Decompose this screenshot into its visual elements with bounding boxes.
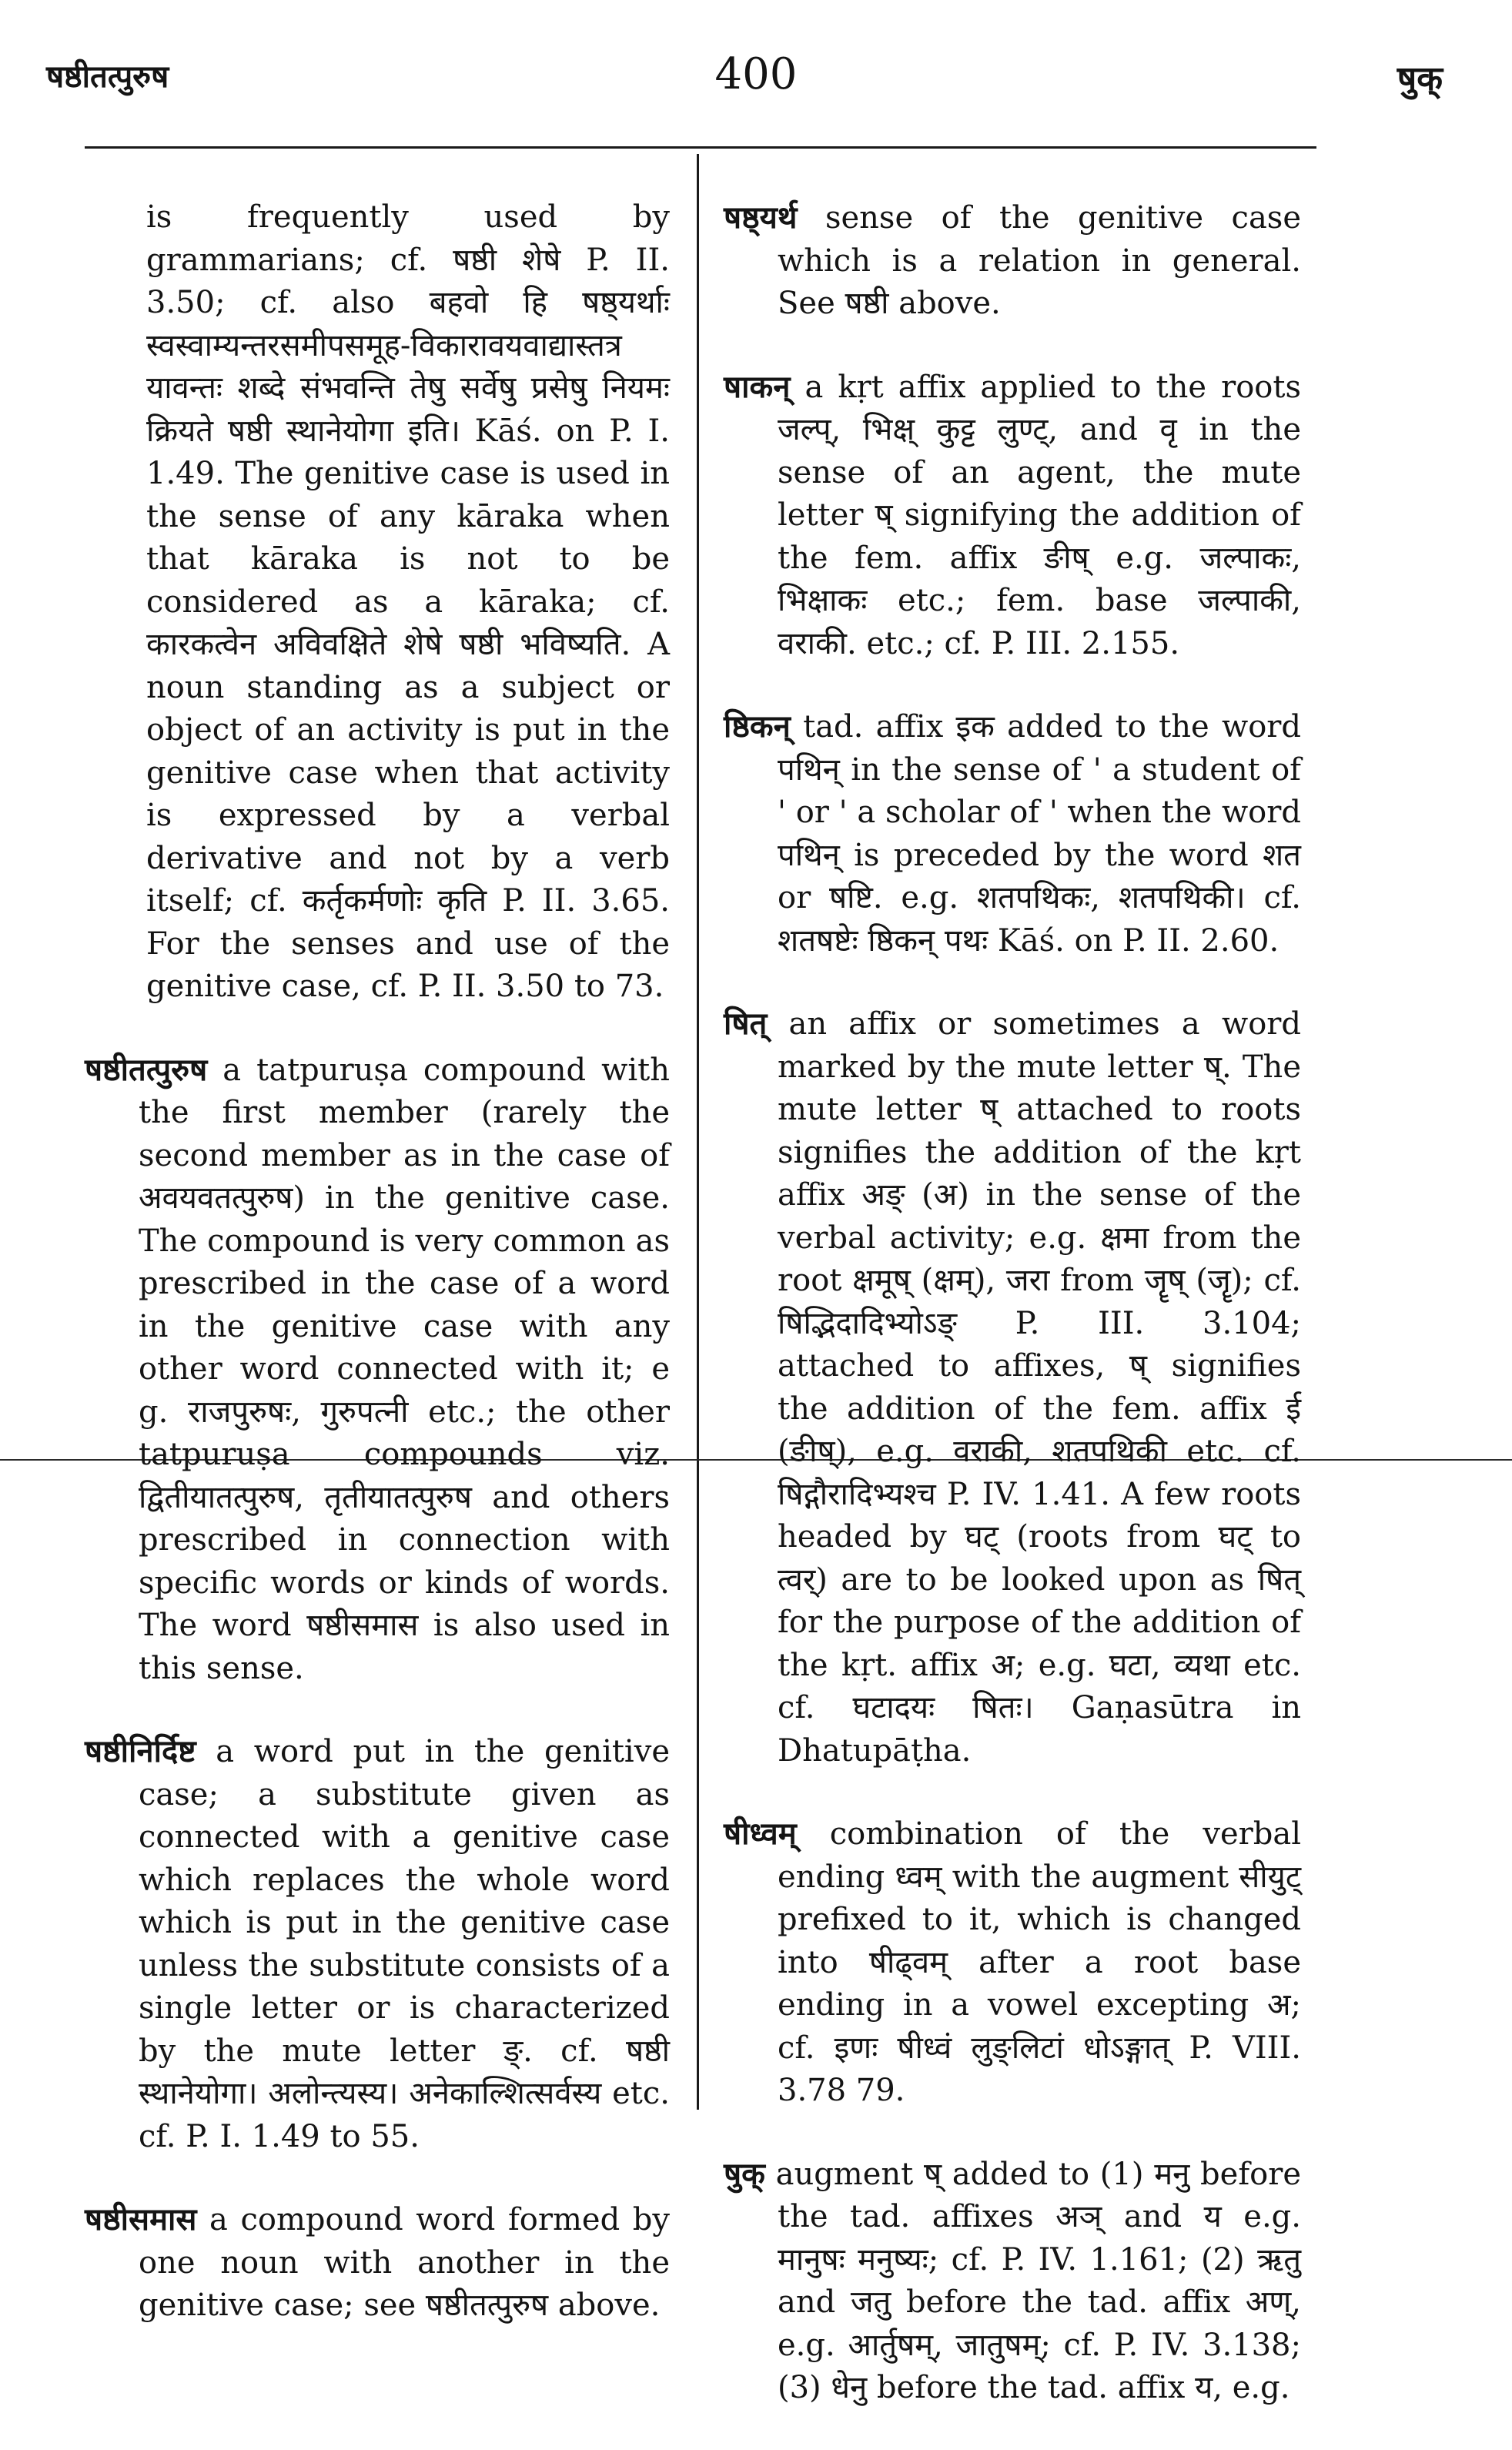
left-column [85, 166, 670, 2368]
dictionary-entry [724, 366, 1301, 666]
dictionary-entry [85, 1730, 670, 2158]
entry-text: an affix or sometimes a word marked by the mute letter ष्. The mute letter ष् attached to roots signifies the addition of the kṛt affix अङ् (अ) in the sense of the verbal activity; e.g. क्षमा from the root क्षमूष् (क्षम्), जरा from जॄष् (जॄ); cf. षिद्भिदादिभ्योऽङ् P. III. 3.104; attached to affixes, ष् signifies the addition of the fem. affix ई (ङीष्), e.g. वराकी, शतपथिकी etc. cf. षिद्गौरादिभ्यश्च P. IV. 1.41. A few roots headed by घट् (roots from घट् to त्वर्) are to be looked upon as षित् for the purpose of the addition of the kṛt. affix अ; e.g. घटा, व्यथा etc. cf. घटादयः षितः। Gaṇasūtra in Dhatupāṭha. [778, 1006, 1301, 1769]
dictionary-entry [724, 1812, 1301, 2113]
header-rule [85, 146, 1316, 149]
column-divider [697, 154, 699, 2110]
entry-headword: षष्ठ्यर्थ [724, 199, 798, 236]
entry-text: combination of the verbal ending ध्वम् with the augment सीयुट् prefixed to it, which is changed into षीढ्वम् after a root base ending in a vowel excepting अ; cf. इणः षीध्वं लुङ्लिटां धोऽङ्गात् P. VIII. 3.78 79. [778, 1816, 1302, 2108]
right-column [724, 166, 1301, 2450]
entry-text: tad. affix इक added to the word पथिन् in the sense of ' a student of ' or ' a scholar of ' when the word पथिन् is preceded by the word शत or षष्टि. e.g. शतपथिकः, शतपथिकी। cf. शतषष्टेः ष्ठिकन् पथः Kāś. on P. II. 2.60. [778, 709, 1302, 959]
entry-text: is frequently used by grammarians; cf. षष्ठी शेषे P. II. 3.50; cf. also बहवो हि षष्ठ्यर्थाः स्वस्वाम्यन्तरसमीपसमूह-विकारावयवाद्यास्तत्र यावन्तः शब्दे संभवन्ति तेषु सर्वेषु प्रसेषु नियमः क्रियते षष्ठी स्थानेयोगा इति। Kāś. on P. I. 1.49. The genitive case is used in the sense of any kāraka when that kāraka is not to be considered as a kāraka; cf. कारकत्वेन अविवक्षिते शेषे षष्ठी भविष्यति. A noun standing as a subject or object of an activity is put in the genitive case when that activity is expressed by a verbal derivative and not by a verb itself; cf. कर्तृकर्मणोः कृति P. II. 3.65. For the senses and use of the genitive case, cf. P. II. 3.50 to 73. [146, 199, 670, 1004]
running-head-left: षष्ठीतत्पुरुष [46, 59, 169, 95]
dictionary-entry [724, 705, 1301, 962]
entry-text: augment ष् added to (1) मनु before the tad. affixes अञ् and य e.g. मानुषः मनुष्यः; cf. P. IV. 1.161; (2) ऋतु and जतु before the tad. affix अण्, e.g. आर्तुषम्, जातुषम्; cf. P. IV. 3.138; (3) धेनु before the tad. affix य, e.g. [775, 2156, 1302, 2405]
dictionary-entry [724, 2153, 1301, 2410]
dictionary-entry [85, 196, 670, 1009]
page-number: 400 [714, 49, 798, 99]
entry-headword: षीध्वम् [724, 1816, 797, 1852]
entry-text: a compound word formed by one noun with another in the genitive case; see षष्ठीतत्पुरुष above. [139, 2202, 670, 2323]
entry-text: sense of the genitive case which is a relation in general. See षष्ठी above. [778, 200, 1301, 321]
entry-text: a tatpuruṣa compound with the first member (rarely the second member as in the case of अवयवतत्पुरुष) in the genitive case. The compound is very common as prescribed in the case of a word in the genitive case with any other word connected with it; e g. राजपुरुषः, गुरुपत्नी etc.; the other tatpuruṣa compounds viz. द्वितीयातत्पुरुष, तृतीयातत्पुरुष and others prescribed in connection with specific words or kinds of words. The word षष्ठीसमास is also used in this sense. [139, 1052, 670, 1686]
entry-headword: षित् [724, 1006, 768, 1042]
entry-headword: षष्ठीनिर्दिष्ट [85, 1733, 196, 1769]
entry-headword: षष्ठीसमास [85, 2201, 197, 2237]
dictionary-entry [85, 1049, 670, 1691]
dictionary-entry [724, 1002, 1301, 1772]
entry-headword: षुक् [724, 2155, 765, 2192]
entry-text: a word put in the genitive case; a substitute given as connected with a genitive case which replaces the whole word which is put in the genitive case unless the substitute consists of a single letter or is characterized by the mute letter ङ्. cf. षष्ठी स्थानेयोगा। अलोन्त्यस्य। अनेकाल्शित्सर्वस्य etc. cf. P. I. 1.49 to 55. [139, 1734, 670, 2154]
entry-headword: षष्ठीतत्पुरुष [85, 1051, 208, 1088]
entry-headword: ष्ठिकन् [724, 708, 791, 745]
entry-headword: षाकन् [724, 368, 791, 405]
dictionary-entry [85, 2198, 670, 2328]
dictionary-entry [724, 196, 1301, 326]
running-head-right: षुक् [1397, 59, 1443, 99]
entry-text: a kṛt affix applied to the roots जल्प्, भिक्ष् कुट्ट लुण्ट्, and वृ in the sense of an agent, the mute letter ष् signifying the addition of the fem. affix ङीष् e.g. जल्पाकः, भिक्षाकः etc.; fem. base जल्पाकी, वराकी. etc.; cf. P. III. 2.155. [778, 369, 1301, 661]
